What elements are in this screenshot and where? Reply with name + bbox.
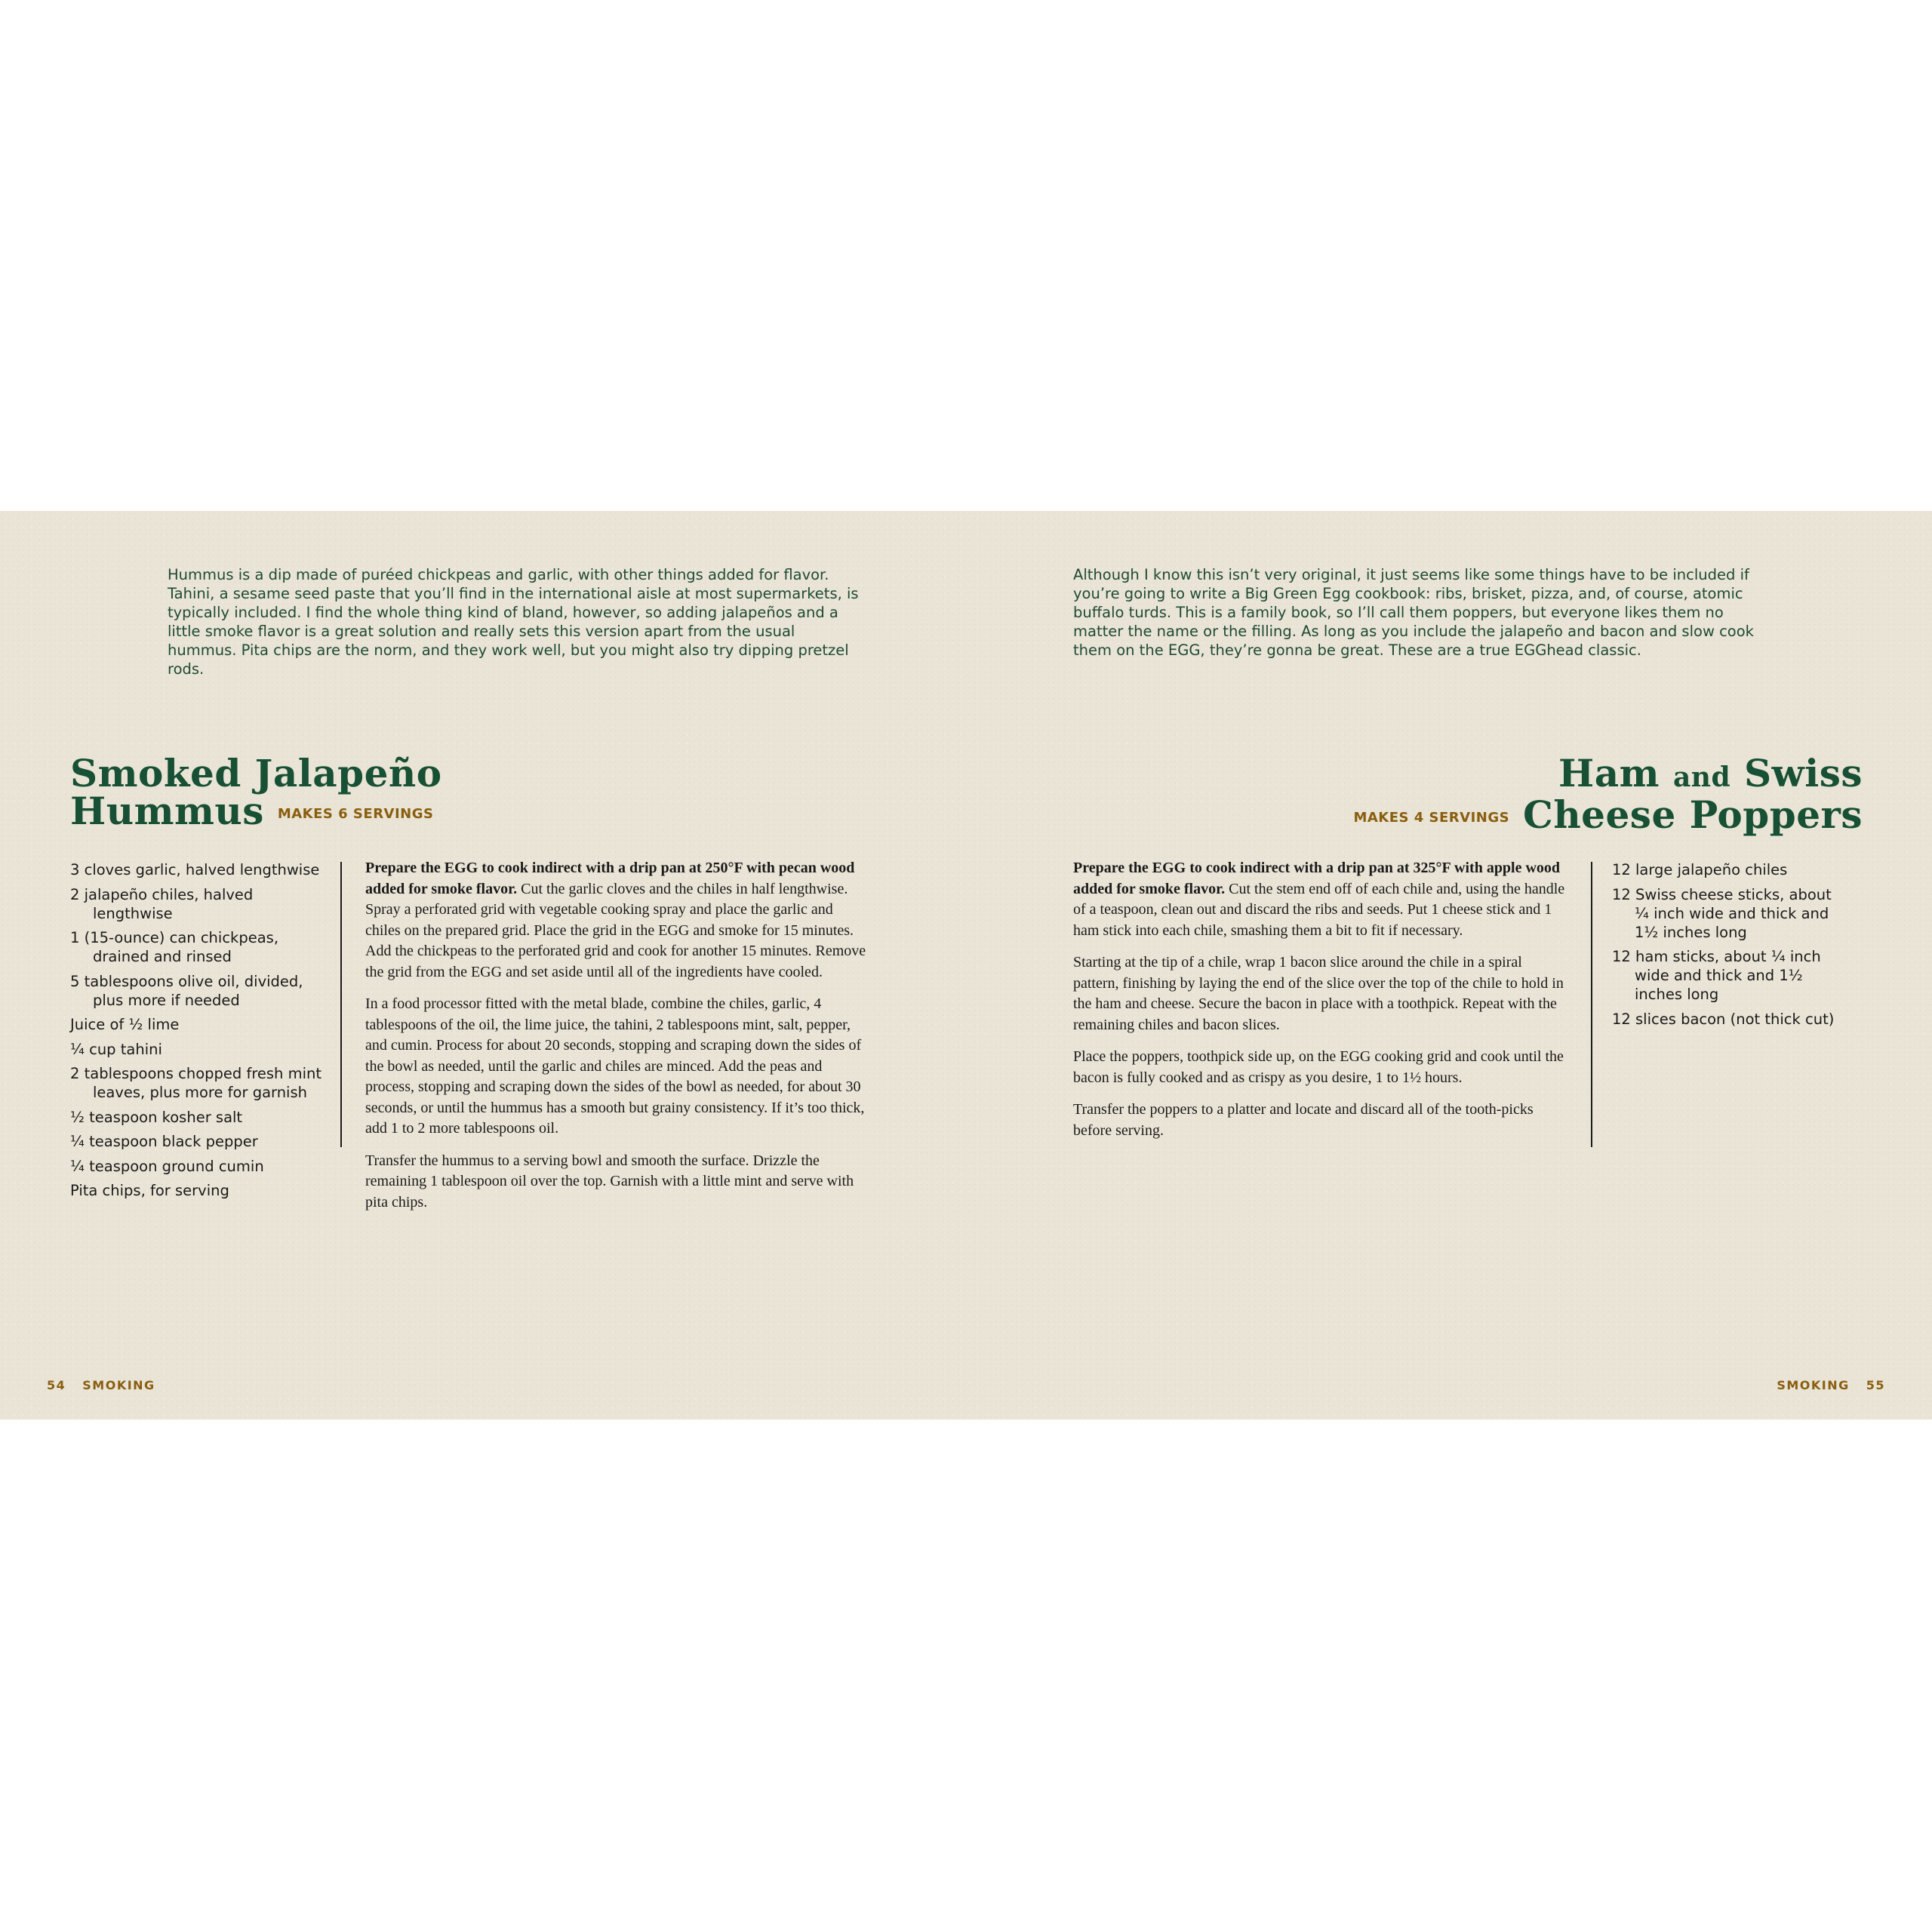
- servings-label: MAKES 4 SERVINGS: [1353, 810, 1510, 826]
- recipe-intro-left: Hummus is a dip made of puréed chickpeas and garlic, with other things added for flavor. Tahini, a sesame seed paste that you’ll find in the international aisle at most supermarkets, is typically included. I find the whole thing kind of bland, however, so adding jalapeños and a little smoke flavor is a great solution and really sets this version apart from the usual hummus. Pita chips are the norm, and they work well, but you might also try dipping pretzel rods.: [168, 566, 859, 678]
- ingredient-item: 1 (15-ounce) can chickpeas, drained and rinsed: [70, 929, 279, 965]
- ingredient-item: 2 jalapeño chiles, halved lengthwise: [70, 885, 254, 922]
- title-line-2-text: Hummus: [70, 789, 264, 833]
- ingredient-item: 12 large jalapeño chiles: [1612, 861, 1788, 878]
- ingredient-item: Juice of ½ lime: [70, 1016, 180, 1033]
- ingredient-item: 12 Swiss cheese sticks, about ¼ inch wide and thick and 1½ inches long: [1612, 885, 1832, 941]
- method-text-left: [365, 858, 867, 1224]
- recipe-title-right: [1353, 751, 1863, 837]
- title-line-1: Smoked Jalapeño: [70, 751, 442, 795]
- title-word: Swiss: [1744, 751, 1863, 795]
- method-paragraph: [365, 858, 867, 983]
- page-number: 54: [47, 1378, 66, 1392]
- method-lead-in: Prepare the EGG to cook indirect with a drip pan at 325°F with apple wood added for smoke flavor.: [1073, 860, 1561, 897]
- ingredient-item: ¼ teaspoon black pepper: [70, 1133, 258, 1150]
- section-name: SMOKING: [1777, 1378, 1850, 1392]
- title-word: and: [1672, 761, 1731, 793]
- title-line-1: [1353, 751, 1863, 796]
- title-line-2: [1353, 792, 1863, 837]
- recipe-title-left: [70, 751, 442, 833]
- servings-label: MAKES 6 SERVINGS: [277, 806, 434, 822]
- title-line-2: [70, 789, 442, 833]
- ingredient-item: ¼ teaspoon ground cumin: [70, 1157, 264, 1175]
- column-divider-left: [340, 862, 342, 1147]
- ingredient-item: 3 cloves garlic, halved lengthwise: [70, 861, 320, 878]
- ingredient-item: ¼ cup tahini: [70, 1040, 162, 1058]
- recipe-intro-right: Although I know this isn’t very original, it just seems like some things have to be included if you’re going to write a Big Green Egg cookbook: ribs, brisket, pizza, and, of course, atomic buffalo turds. This is a family book, so I’ll call them poppers, but everyone likes them no matter the name or the filling. As long as you include the jalapeño and bacon and slow cook them on the EGG, they’re gonna be great. These are a true EGGhead classic.: [1073, 566, 1754, 659]
- ingredient-item: 12 slices bacon (not thick cut): [1612, 1010, 1835, 1028]
- page-number: 55: [1866, 1378, 1885, 1392]
- book-spread: [0, 511, 1932, 1420]
- ingredient-item: ½ teaspoon kosher salt: [70, 1108, 243, 1126]
- method-paragraph-text: Cut the garlic cloves and the chiles in half lengthwise. Spray a perforated grid with vegetable cooking spray and place the garlic and chiles on the prepared grid. Place the grid in the EGG and smoke for 15 minutes. Add the chickpeas to the perforated grid and cook for another 15 minutes. Remove the grid from the EGG and set aside until all of the ingredients have cooled.: [365, 880, 866, 980]
- method-paragraph: In a food processor fitted with the metal blade, combine the chiles, garlic, 4 tablespoons of the oil, the lime juice, the tahini, 2 tablespoons mint, salt, pepper, and cumin. Process for about 20 seconds, stopping and scraping down the sides of the bowl as needed, until the garlic and chiles are minced. Add the peas and process, stopping and scraping down the sides of the bowl as needed, for about 30 seconds, or until the hummus has a smooth but grainy consistency. If it’s too thick, add 1 to 2 more tablespoons oil.: [365, 995, 865, 1137]
- method-paragraph: Place the poppers, toothpick side up, on the EGG cooking grid and cook until the bacon is fully cooked and as crispy as you desire, 1 to 1½ hours.: [1073, 1048, 1564, 1086]
- page-footer-right: [1777, 1378, 1885, 1392]
- method-paragraph: Starting at the tip of a chile, wrap 1 bacon slice around the chile in a spiral pattern, finishing by laying the end of the slice over the top of the chile to hold in the ham and cheese. Secure the bacon in place with a toothpick. Repeat with the remaining chiles and bacon slices.: [1073, 954, 1564, 1033]
- method-paragraph: [1073, 858, 1567, 941]
- ingredient-list-left: [70, 860, 331, 1206]
- ingredient-list-right: [1612, 860, 1846, 1034]
- column-divider-right: [1591, 862, 1592, 1147]
- method-paragraph: Transfer the hummus to a serving bowl and smooth the surface. Drizzle the remaining 1 tablespoon oil over the top. Garnish with a little mint and serve with pita chips.: [365, 1152, 854, 1211]
- method-paragraph-text: Cut the stem end off of each chile and, using the handle of a teaspoon, clean out and discard the ribs and seeds. Put 1 cheese stick and 1 ham stick into each chile, smashing them a bit to fit if necessary.: [1073, 880, 1565, 939]
- ingredient-item: Pita chips, for serving: [70, 1182, 229, 1199]
- method-text-right: [1073, 858, 1567, 1152]
- title-word: Ham: [1558, 751, 1660, 795]
- method-lead-in: Prepare the EGG to cook indirect with a drip pan at 250°F with pecan wood added for smoke flavor.: [365, 860, 855, 897]
- ingredient-item: 2 tablespoons chopped fresh mint leaves, plus more for garnish: [70, 1065, 322, 1101]
- page-footer-left: [47, 1378, 155, 1392]
- ingredient-item: 12 ham sticks, about ¼ inch wide and thick and 1½ inches long: [1612, 948, 1821, 1003]
- section-name: SMOKING: [82, 1378, 155, 1392]
- ingredient-item: 5 tablespoons olive oil, divided, plus more if needed: [70, 972, 303, 1009]
- method-paragraph: Transfer the poppers to a platter and locate and discard all of the tooth-picks before serving.: [1073, 1101, 1534, 1139]
- title-line-2-text: Cheese Poppers: [1523, 792, 1863, 837]
